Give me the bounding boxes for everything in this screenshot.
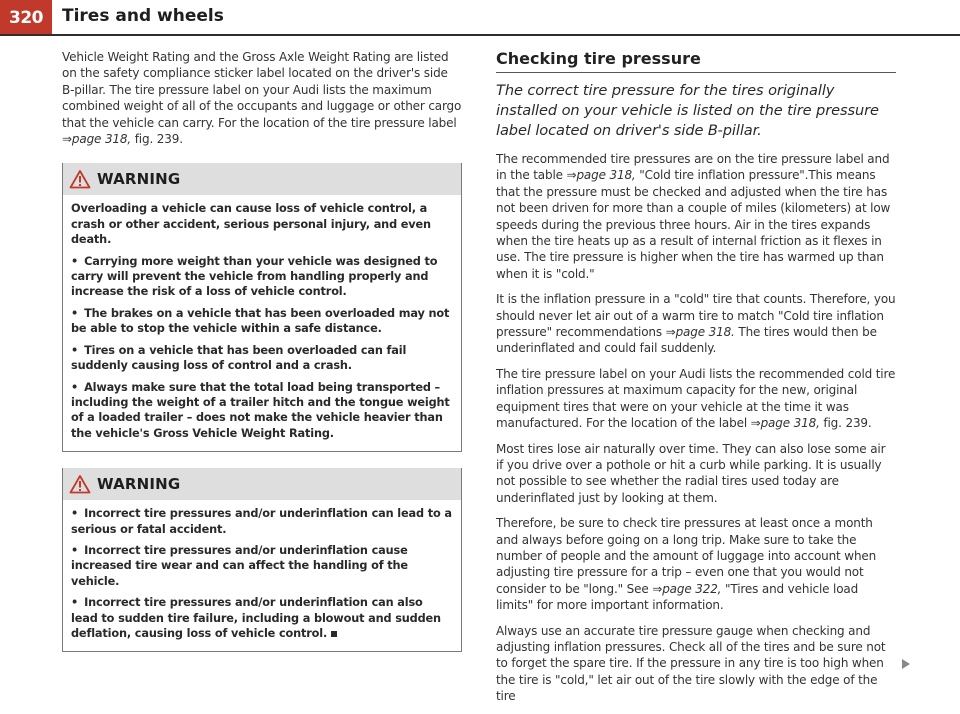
bullet-icon: • (71, 380, 79, 394)
paragraph-air-loss: Most tires lose air naturally over time. They can also lose some air if you drive over a pothole or hit a curb while parking. It is usually not possible to see whether the radial tires used today are underinflated just by looking at them. (496, 441, 886, 505)
bullet-icon: • (71, 306, 79, 320)
right-column (496, 49, 896, 714)
section-title: Tires and wheels (62, 6, 224, 26)
paragraph-gauge: Always use an accurate tire pressure gauge when checking and adjusting inflation pressures. Check all of the tires and be sure not to forget the spare tire. If the pressure in any tire is too high when the tire is "cold," let air out of the tire slowly with the edge of the tire (496, 623, 886, 704)
warning-item: • The brakes on a vehicle that has been overloaded may not be able to stop the vehicle within a safe distance. (71, 306, 450, 336)
paragraph-weight-rating: Vehicle Weight Rating and the Gross Axle Weight Rating are listed on the safety compliance sticker label located on the driver's side B-pillar. The tire pressure label on your Audi lists the maximum combined weight of all of the occupants and luggage or other cargo that the vehicle can carry. For the location of the tire pressure label ⇒page 318, fig. 239. (62, 50, 462, 147)
warning-header (63, 163, 461, 195)
continue-arrow-icon (902, 659, 910, 669)
warning-header (63, 468, 461, 500)
end-of-section-icon (331, 631, 337, 637)
warning-item: • Incorrect tire pressures and/or underinflation cause increased tire wear and can affect the handling of the vehicle. (71, 543, 408, 588)
page-number: 320 (0, 0, 52, 36)
page-reference-link[interactable]: page 322, (662, 581, 722, 596)
warning-item: • Incorrect tire pressures and/or underinflation can also lead to sudden tire failure, including a blowout and sudden deflation, causing loss of vehicle control. (71, 596, 441, 640)
warning-label: WARNING (97, 475, 181, 494)
paragraph-label-location: The tire pressure label on your Audi lists the recommended cold tire inflation pressures at maximum capacity for the new, original equipment tires that were on your vehicle at the time it was manufactured. For the location of the label ⇒page 318, fig. 239. (496, 366, 896, 431)
xref-arrow: ⇒ (652, 581, 663, 596)
bullet-icon: • (71, 343, 79, 357)
xref-arrow: ⇒ (750, 416, 761, 431)
paragraph-check-monthly: Therefore, be sure to check tire pressures at least once a month and always before going on a long trip. Make sure to take the number of people and the amount of luggage into account when adjusting tire pressure for a trip – even one that you would not consider to be "long." See ⇒page 322, "Tires and vehicle load limits" for more important information. (496, 516, 877, 613)
paragraph-cold-tire: It is the inflation pressure in a "cold" tire that counts. Therefore, you should never let air out of a warm tire to match "Cold tire inflation pressure" recommendations ⇒page 318. The tires would then be underinflated and could fail suddenly. (496, 292, 896, 356)
bullet-icon: • (71, 543, 79, 557)
xref-arrow: ⇒ (566, 168, 577, 183)
page-reference-link[interactable]: page 318, (71, 132, 132, 147)
heading-rule (496, 72, 896, 73)
warning-body (63, 500, 461, 651)
paragraph-recommended-pressure: The recommended tire pressures are on the tire pressure label and in the table ⇒page 318, "Cold tire inflation pressure".This means that the pressure must be checked and adjusted when the tire has not been driven for more than a couple of miles (kilometers) at low speeds during the previous three hours. Air in the tires expands when the tire heats up as a result of internal friction as it flexes in use. The tire pressure is higher when the tire has warmed up than when it is "cold." (496, 152, 891, 281)
header-rule (0, 34, 960, 36)
warning-item: • Carrying more weight than your vehicle was designed to carry will prevent the vehicle from handling properly and increase the risk of a loss of vehicle control. (71, 254, 438, 299)
left-column (62, 49, 462, 652)
page-reference-link[interactable]: page 318. (675, 325, 735, 340)
warning-triangle-icon (69, 474, 91, 494)
warning-item: • Tires on a vehicle that has been overloaded can fail suddenly causing loss of control and a crash. (71, 343, 407, 373)
bullet-icon: • (71, 254, 79, 268)
section-heading: Checking tire pressure (496, 49, 701, 68)
warning-triangle-icon (69, 169, 91, 189)
warning-item: • Always make sure that the total load being transported – including the weight of a trailer hitch and the tongue weight of a loaded trailer – does not make the vehicle heavier than the vehicle's Gross Vehicle Weight Rating. (71, 380, 450, 440)
xref-arrow: ⇒ (62, 132, 72, 147)
page-reference-link[interactable]: page 318, (576, 168, 636, 183)
warning-box-tire-pressure (62, 468, 462, 652)
page-reference-link[interactable]: page 318, (760, 416, 820, 431)
bullet-icon: • (71, 507, 79, 521)
section-intro: The correct tire pressure for the tires originally installed on your vehicle is listed on the tire pressure label located on driver's side B-pillar. (496, 82, 879, 139)
warning-body (63, 195, 461, 451)
warning-intro: Overloading a vehicle can cause loss of vehicle control, a crash or other accident, serious personal injury, and even death. (71, 202, 431, 247)
warning-label: WARNING (97, 170, 181, 189)
warning-item: • Incorrect tire pressures and/or underinflation can lead to a serious or fatal accident. (71, 507, 452, 536)
bullet-icon: • (71, 596, 79, 610)
xref-arrow: ⇒ (665, 325, 676, 340)
warning-box-overloading (62, 163, 462, 452)
